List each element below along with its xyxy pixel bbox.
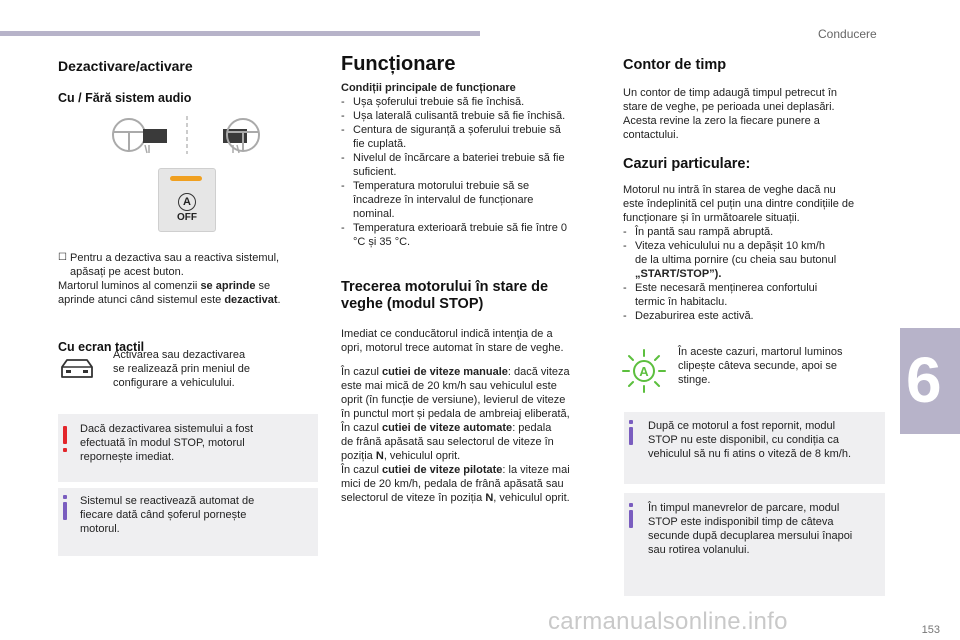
press-line-2: apăsați pe acest buton. [70,266,184,278]
info-line-1: Sistemul se reactivează automat de [80,495,255,507]
touch-line-2: se realizează prin meniul de [113,363,250,375]
auto-start-icon: A [178,193,196,211]
section-title: Conducere [818,27,877,41]
condition-3b: fie cuplată. [353,138,407,150]
left-text-block [58,251,320,354]
warning-icon [63,426,67,444]
condition-5b: încadreze în intervalul de funcționare [353,194,534,206]
touch-text [113,348,313,390]
page-number: 153 [921,624,940,636]
middle-column: Funcționare Condiții principale de funcționare - Ușa șoferului trebuie să fie închisă. - Ușa laterală culisantă trebuie să fie închisă. - Centura de siguranță a șoferului trebuie să fie cuplată. - Nivelul de încărcare a bateriei trebuie să fie suficient. - Temperatura motorului trebuie să se încadreze în intervalul de funcționare nominal. - Temperatura exterioară trebuie să fie între 0 °C și 35 °C. Trecerea motorului în stare de veghe (modul STOP) Imediat ce conducătorul indică intenţia de a opri, motorul trece automat în stare de veghe. În cazul cutiei de viteze manuale: dacă viteza este mai mică de 20 km/h sau vehiculul este oprit (în funcție de versiune), levierul de viteze în punctul mort și pedala de ambreiaj eliberată, În cazul cutiei de viteze automate: pedala de frână apăsată sau selectorul de viteze în poziția N, vehiculul oprit. În cazul cutiei de viteze pilotate: la viteze mai mici de 20 km/h, pedala de frână apăsată sau selectorul de viteze în poziția N, vehiculul oprit. [341,57,603,505]
warning-dot [63,448,67,452]
info-icon [629,510,633,528]
heading-functioning: Funcționare [341,53,456,75]
condition-4a: Nivelul de încărcare a bateriei trebuie să fie [353,152,565,164]
warn-line-1: Dacă dezactivarea sistemului a fost [80,423,254,435]
section-header-bar [0,31,480,36]
case-2c: „START/STOP”). [635,268,722,280]
lamp-text-b: se aprinde [200,280,256,292]
case-2a: Viteza vehiculului nu a depășit 10 km/h [635,240,825,252]
case-1: În pantă sau rampă abruptă. [635,226,774,238]
button-off-label: OFF [177,212,197,223]
para-manual: În cazul cutiei de viteze manuale: dacă viteza este mai mică de 20 km/h sau vehiculul este oprit (în funcție de versiune), levierul de viteze în punctul mort și pedala de ambreiaj eliberată, [341,366,570,420]
lamp-flash-text: În aceste cazuri, martorul luminos clipește câteva secunde, apoi se stinge. [678,346,843,386]
conditions-title: Condiții principale de funcționare [341,82,516,94]
info-note-restart: După ce motorul a fost repornit, modul STOP nu este disponibil, cu condiția ca vehiculul să nu fi atins o viteză de 8 km/h. [624,412,885,484]
lamp-text-a: Martorul luminos al comenzii [58,280,201,292]
press-line-1: Pentru a dezactiva sau a reactiva sistemul, [70,252,280,264]
subheading-audio: Cu / Fără sistem audio [58,91,192,105]
info-icon [629,427,633,445]
watermark: carmanualsonline.info [548,608,788,635]
lamp-text-f: . [277,294,281,306]
heading-special-cases: Cazuri particulare: [623,156,751,172]
stop-start-off-button[interactable] [158,168,216,232]
info-icon [63,502,67,520]
warn-line-2: efectuată în modul STOP, motorul [80,437,245,449]
steering-wheel-left-icon [113,119,145,151]
chapter-tab [900,328,960,434]
info-note-parking: În timpul manevrelor de parcare, modul STOP este indisponibil timp de câteva secunde după decuplarea mersului înapoi sau rotirea volanului. [624,493,885,596]
lamp-text-c: se [255,280,271,292]
condition-4b: suficient. [353,166,397,178]
heading-stop-mode: Trecerea motorului în stare de veghe (modul STOP) [341,279,549,312]
para-intent: Imediat ce conducătorul indică intenţia de a opri, motorul trece automat în stare de veghe. [341,328,564,354]
touch-line-1: Activarea sau dezactivarea [113,349,246,361]
lamp-text-e: dezactivat [224,294,278,306]
subheading-touch: Cu ecran tactil [58,340,145,354]
case-4: Dezaburirea este activă. [635,310,754,322]
warn-line-3: repornește imediat. [80,451,175,463]
para-automatic: În cazul cutiei de viteze automate: pedala de frână apăsată sau selectorul de viteze în poziția N, vehiculul oprit. [341,422,554,462]
lamp-text-d: aprinde atunci când sistemul este [58,294,225,306]
svg-text:A: A [639,364,649,379]
left-column [58,58,316,105]
steering-wheel-diagram [105,112,265,158]
info-note-reactivation [58,488,318,556]
condition-6a: Temperatura exterioară trebuie să fie între 0 [353,222,568,234]
info-dot [629,503,633,507]
condition-2: Ușa laterală culisantă trebuie să fie închisă. [353,110,566,122]
info-dot [629,420,633,424]
condition-5a: Temperatura motorului trebuie să se [353,180,530,192]
para-piloted: În cazul cutiei de viteze pilotate: la viteze mai mici de 20 km/h, pedala de frână apăsată sau selectorul de viteze în poziția N, vehiculul oprit. [341,464,570,504]
panel-left-icon [143,129,167,143]
special-cases-text: Motorul nu intră în starea de veghe dacă nu este îndeplinită cel puțin una dintre condițiile de funcționare și în următoarele situații. [623,184,855,224]
chapter-number: 6 [906,344,942,416]
time-counter-text: Un contor de timp adaugă timpul petrecut în stare de veghe, pe perioada unei deplasări. Acesta revine la zero la fiecare punere a contactului. [623,87,838,141]
touch-line-3: configurare a vehiculului. [113,377,235,389]
info-line-2: fiecare dată când șoferul pornește [80,509,247,521]
info-dot [63,495,67,499]
condition-3a: Centura de siguranță a șoferului trebuie să [353,124,561,136]
condition-6b: °C și 35 °C. [353,236,411,248]
info-line-3: motorul. [80,523,120,535]
condition-5c: nominal. [353,208,395,220]
case-3a: Este necesară menținerea confortului [635,282,818,294]
heading-time-counter: Contor de timp [623,57,727,73]
case-3b: termic în habitaclu. [635,296,728,308]
warning-note [58,414,318,482]
heading-deactivate: Dezactivare/activare [58,58,193,74]
press-bullet-icon: ☐ [58,252,67,263]
condition-1: Ușa șoferului trebuie să fie închisă. [353,96,525,108]
case-2b: de la ultima pornire (cu cheia sau butonul [635,254,837,266]
vehicle-config-icon [58,357,96,381]
flashing-auto-start-lamp-icon [621,348,667,394]
lamp-line-1 [58,279,320,293]
button-lamp-icon [170,176,202,181]
right-column: Contor de timp Un contor de timp adaugă timpul petrecut în stare de veghe, pe perioada unei deplasări. Acesta revine la zero la fiecare punere a contactului. Cazuri particulare: Motorul nu intră în starea de veghe dacă nu este îndeplinită cel puțin una dintre condițiile de funcționare și în următoarele situații. - În pantă sau rampă abruptă. - Viteza vehiculului nu a depășit 10 km/h de la ultima pornire (cu cheia sau butonul „START/STOP”). - Este necesară menținerea confortului termic în habitaclu. - Dezaburirea este activă. [623,57,885,323]
lamp-line-2 [58,293,320,307]
